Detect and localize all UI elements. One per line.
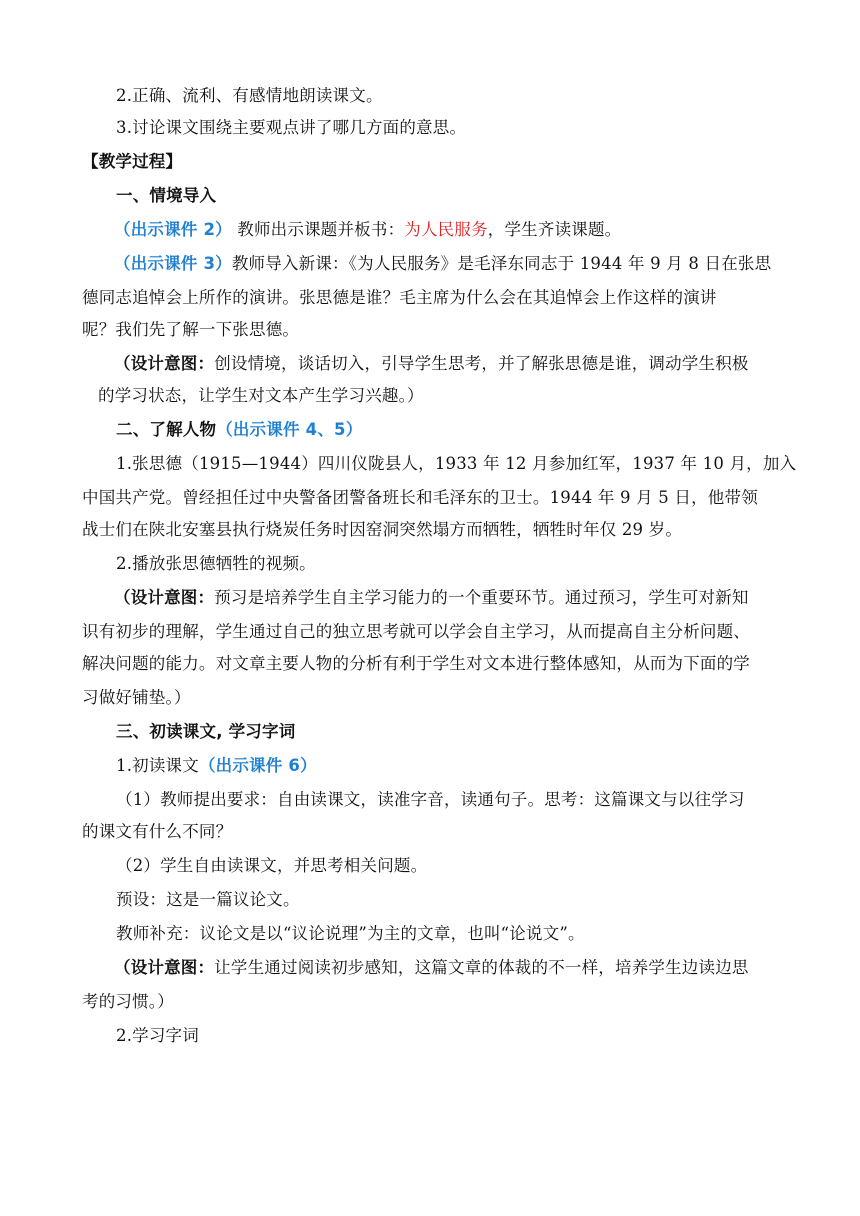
section-3-paragraph-5: 教师补充：议论文是以“议论说理”为主的文章，也叫“论说文”。	[116, 924, 585, 943]
section-2-design-note-line-1	[114, 586, 860, 610]
design-note-label: （设计意图：	[114, 958, 215, 977]
design-note-label: （设计意图：	[114, 588, 215, 607]
text-run: 预习是培养学生自主学习能力的一个重要环节。通过预习，学生可对新知	[214, 588, 749, 607]
text-run: 二、了解人物	[116, 420, 217, 439]
section-3-paragraph-2-line-2: 的课文有什么不同？	[82, 822, 233, 841]
section-1-paragraph-2-line-1	[114, 252, 860, 276]
lesson-title-highlight: 为人民服务	[404, 220, 488, 239]
courseware-tag: （出示课件 6）	[198, 756, 317, 775]
section-3-paragraph-1	[116, 754, 860, 778]
text-run: 让学生通过阅读初步感知，这篇文章的体裁的不一样，培养学生边读边思	[214, 958, 749, 977]
section-3-paragraph-6: 2.学习字词	[116, 1026, 199, 1045]
objective-2: 2.正确、流利、有感情地朗读课文。	[116, 86, 383, 105]
section-2-design-note-line-3: 解决问题的能力。对文章主要人物的分析有利于学生对文本进行整体感知，从而为下面的学	[82, 654, 750, 673]
section-1-paragraph-1	[114, 218, 860, 242]
section-3-design-note-line-2: 考的习惯。）	[82, 992, 174, 1011]
text-run: 教师导入新课：《为人民服务》是毛泽东同志于 1944 年 9 月 8 日在张思	[231, 254, 772, 273]
section-2-design-note-line-4: 习做好铺垫。）	[82, 688, 191, 707]
courseware-tag: （出示课件 2）	[114, 220, 232, 239]
teaching-process-heading: 【教学过程】	[82, 152, 183, 171]
section-2-paragraph-1-line-3: 战士们在陕北安塞县执行烧炭任务时因窑洞突然塌方而牺牲，牺牲时年仅 29 岁。	[82, 520, 683, 539]
courseware-tag: （出示课件 4、5）	[216, 420, 363, 439]
text-run: ，学生齐读课题。	[487, 220, 622, 239]
section-3-title: 三、初读课文, 学习字词	[116, 722, 296, 741]
section-3-design-note-line-1	[114, 956, 860, 980]
section-1-design-note-line-1	[114, 352, 860, 376]
section-2-title	[116, 418, 860, 442]
section-2-design-note-line-2: 识有初步的理解，学生通过自己的独立思考就可以学会自主学习，从而提高自主分析问题、	[82, 622, 750, 641]
section-2-paragraph-1-line-1: 1.张思德（1915—1944）四川仪陇县人，1933 年 12 月参加红军，1937 年 10 月，加入	[116, 454, 797, 473]
section-3-paragraph-3: （2）学生自由读课文，并思考相关问题。	[116, 856, 428, 875]
objective-3: 3.讨论课文围绕主要观点讲了哪几方面的意思。	[116, 118, 467, 137]
text-run: 1.初读课文	[116, 756, 199, 775]
courseware-tag: （出示课件 3）	[114, 254, 232, 273]
section-2-paragraph-1-line-2: 中国共产党。曾经担任过中央警备团警备班长和毛泽东的卫士。1944 年 9 月 5 日，他带领	[82, 488, 758, 507]
section-1-design-note-line-2: 的学习状态，让学生对文本产生学习兴趣。）	[98, 386, 424, 405]
section-2-paragraph-2: 2.播放张思德牺牲的视频。	[116, 554, 316, 573]
section-1-paragraph-2-line-3: 呢？我们先了解一下张思德。	[82, 320, 300, 339]
section-3-paragraph-2-line-1: （1）教师提出要求：自由读课文，读准字音，读通句子。思考：这篇课文与以往学习	[116, 790, 745, 809]
text-run: 创设情境，谈话切入，引导学生思考，并了解张思德是谁，调动学生积极	[214, 354, 749, 373]
section-1-paragraph-2-line-2: 德同志追悼会上所作的演讲。张思德是谁？毛主席为什么会在其追悼会上作这样的演讲	[82, 288, 717, 307]
section-3-paragraph-4: 预设：这是一篇议论文。	[116, 890, 300, 909]
section-1-title: 一、情境导入	[116, 186, 217, 205]
text-run: 教师出示课题并板书：	[231, 220, 405, 239]
design-note-label: （设计意图：	[114, 354, 215, 373]
